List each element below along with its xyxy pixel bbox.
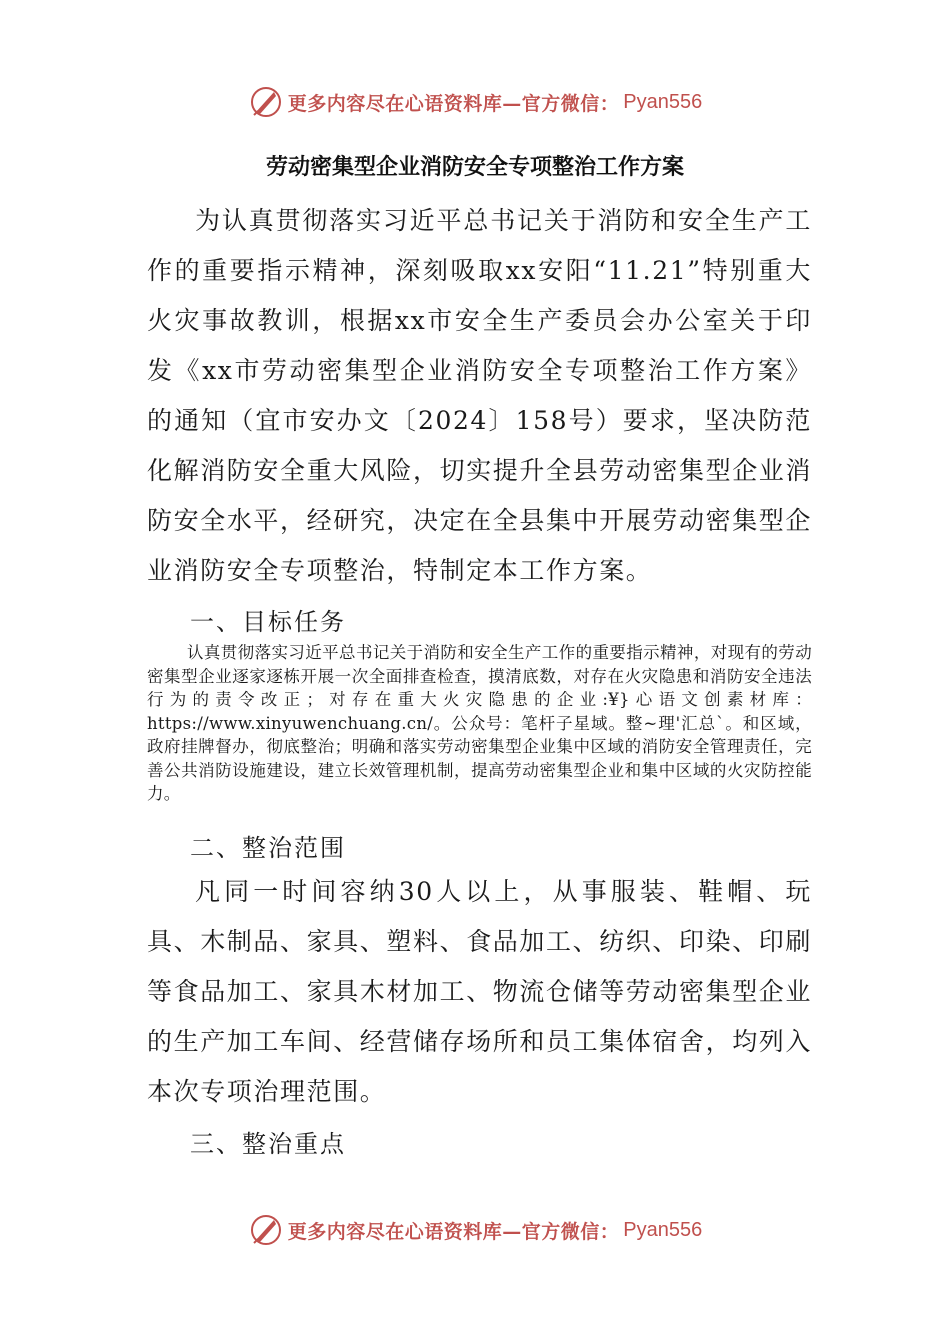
section2-paragraph: 凡同一时间容纳30人以上，从事服装、鞋帽、玩具、木制品、家具、塑料、食品加工、纺织、印染、印刷等食品加工、家具木材加工、物流仓储等劳动密集型企业的生产加工车间、经营储存场所和员工集体宿舍，均列入本次专项治理范围。 [147,877,813,1106]
watermark-id: Pyan556 [623,1218,703,1241]
intro-paragraph: 为认真贯彻落实习近平总书记关于消防和安全生产工作的重要指示精神，深刻吸取xx安阳“11.21”特别重大火灾事故教训，根据xx市安全生产委员会办公室关于印发《xx市劳动密集型企业消防安全专项整治工作方案》的通知（宜市安办文〔2024〕158号）要求，坚决防范化解消防安全重大风险，切实提升全县劳动密集型企业消防安全水平，经研究，决定在全县集中开展劳动密集型企业消防安全专项整治，特制定本工作方案。 [147,206,813,585]
quill-pen-logo-icon [248,1212,284,1248]
watermark-text: 更多内容尽在心语资料库—官方微信： [287,92,620,115]
section-heading-3: 三、整治重点 [190,1130,346,1158]
header-watermark-banner [0,82,950,122]
watermark-text: 更多内容尽在心语资料库—官方微信： [287,1220,620,1243]
footer-watermark-banner [0,1210,950,1250]
section1-paragraph: 认真贯彻落实习近平总书记关于消防和安全生产工作的重要指示精神，对现有的劳动密集型企业逐家逐栋开展一次全面排查检查，摸清底数，对存在火灾隐患和消防安全违法行为的责令改正；对存在重大火灾隐患的企业:¥}心语文创素材库：https://www.xinyuwenchuang.cn/。公众号：笔杆子星域。整~理'汇总`。和区域，政府挂牌督办，彻底整治；明确和落实劳动密集型企业集中区域的消防安全管理责任，完善公共消防设施建设，建立长效管理机制，提高劳动密集型企业和集中区域的火灾防控能力。 [147,643,812,803]
document-title: 劳动密集型企业消防安全专项整治工作方案 [265,155,684,180]
watermark-id: Pyan556 [623,90,703,113]
section-heading-1: 一、目标任务 [190,608,346,636]
quill-pen-logo-icon [248,84,284,120]
section-heading-2: 二、整治范围 [190,834,346,862]
